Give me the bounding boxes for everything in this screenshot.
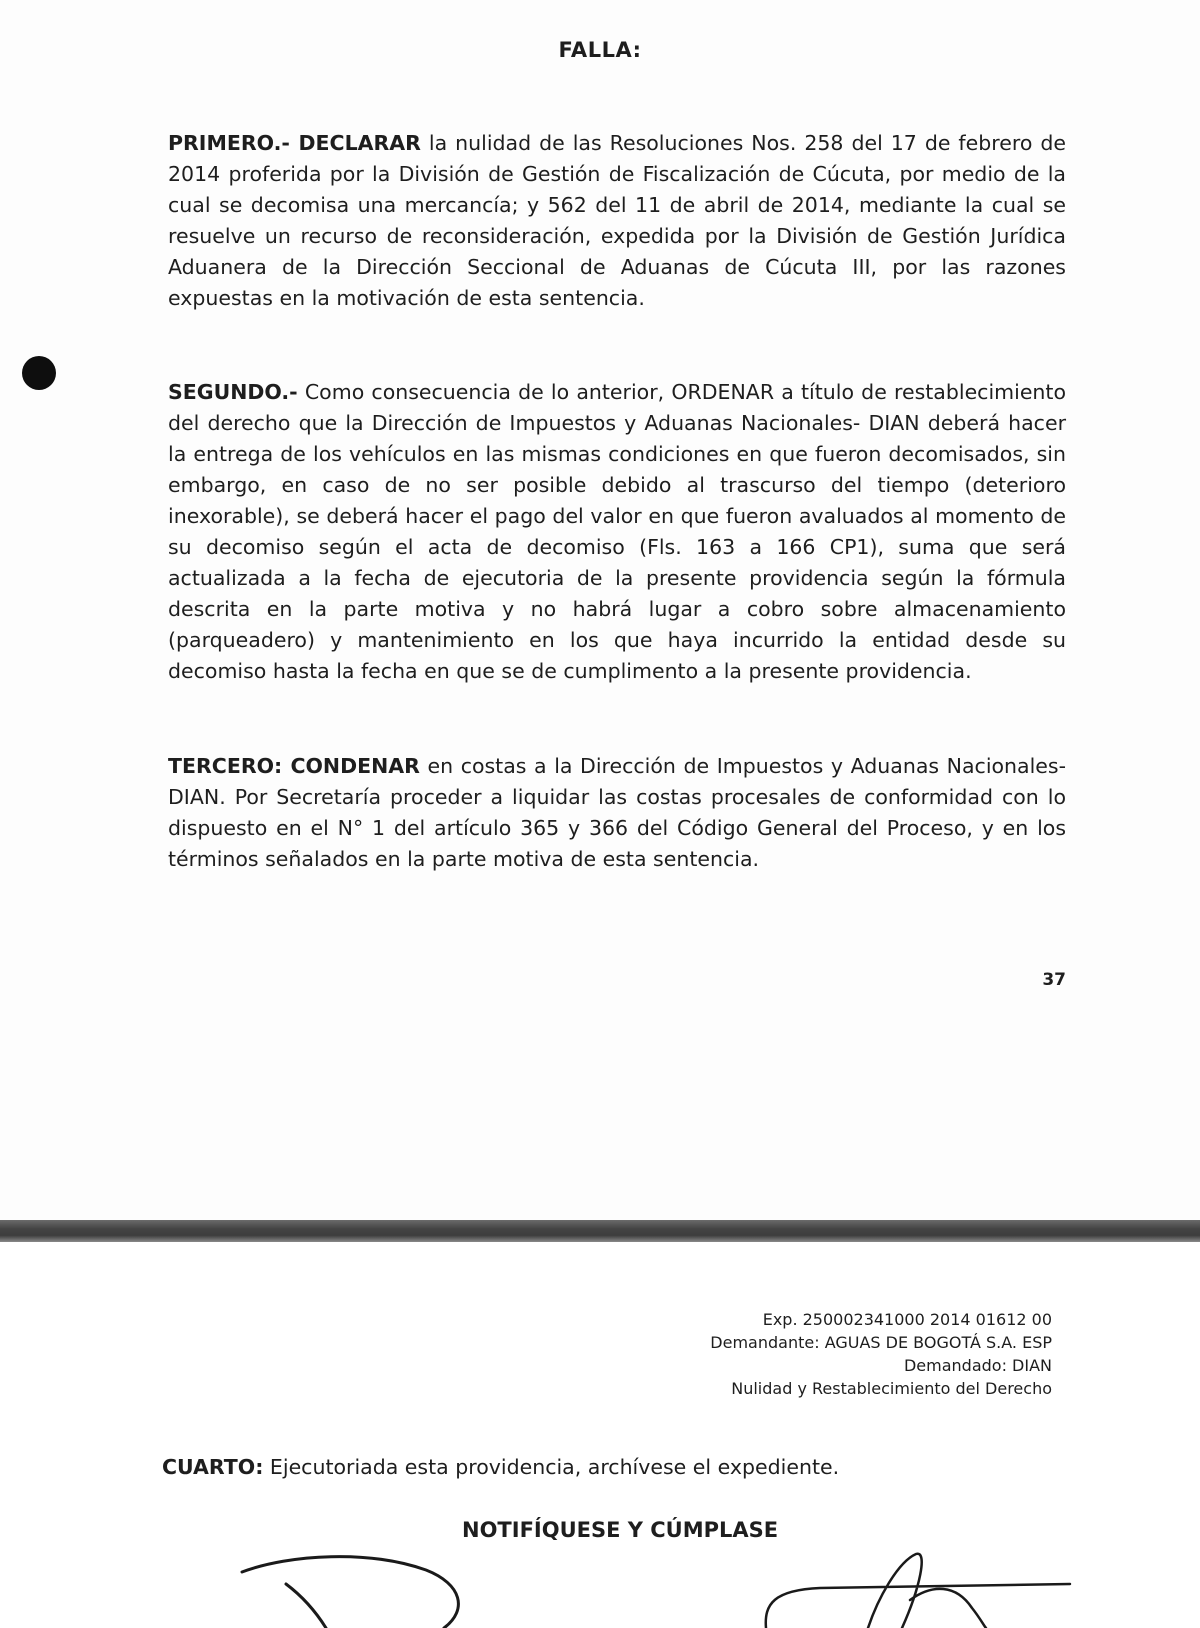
cuarto-text: Ejecutoriada esta providencia, archívese el expediente. bbox=[263, 1455, 840, 1479]
signature-right bbox=[760, 1548, 1080, 1628]
segundo-text: Como consecuencia de lo anterior, ORDENAR a título de restablecimiento del derecho que la Dirección de Impuestos y Aduanas Nacionales- DIAN deberá hacer la entrega de los vehículos en las mismas condiciones en que fueron decomisados, sin embargo, en caso de no ser posible debido al trascurso del tiempo (deterioro inexorable), se deberá hacer el pago del valor en que fueron avaluados al momento de su decomiso según el acta de decomiso (Fls. 163 a 166 CP1), suma que será actualizada a la fecha de ejecutoria de la presente providencia según la fórmula descrita en la parte motiva y no habrá lugar a cobro sobre almacenamiento (parqueadero) y mantenimiento en los que haya incurrido la entidad desde su decomiso hasta la fecha en que se de cumplimento a la presente providencia. bbox=[168, 380, 1066, 683]
case-header bbox=[600, 1308, 1052, 1400]
segundo-label: SEGUNDO.- bbox=[168, 380, 298, 404]
cuarto-paragraph bbox=[162, 1455, 839, 1479]
case-expediente: Exp. 250002341000 2014 01612 00 bbox=[762, 1310, 1052, 1329]
page-separator bbox=[0, 1220, 1200, 1242]
case-demandado: Demandado: DIAN bbox=[903, 1356, 1052, 1375]
primero-text: la nulidad de las Resoluciones Nos. 258 del 17 de febrero de 2014 proferida por la División de Gestión de Fiscalización de Cúcuta, por medio de la cual se decomisa una mercancía; y 562 del 11 de abril de 2014, mediante la cual se resuelve un recurso de reconsideración, expedida por la División de Gestión Jurídica Aduanera de la Dirección Seccional de Aduanas de Cúcuta III, por las razones expuestas en la motivación de esta sentencia. bbox=[168, 131, 1066, 310]
tercero-text: en costas a la Dirección de Impuestos y Aduanas Nacionales- DIAN. Por Secretaría proceder a liquidar las costas procesales de conformidad con lo dispuesto en el N° 1 del artículo 365 y 366 del Código General del Proceso, y en los términos señalados en la parte motiva de esta sentencia. bbox=[168, 754, 1066, 871]
page-number: 37 bbox=[1042, 970, 1066, 990]
case-medio: Nulidad y Restablecimiento del Derecho bbox=[731, 1379, 1052, 1398]
tercero-label: TERCERO: CONDENAR bbox=[168, 754, 420, 778]
segundo-paragraph bbox=[168, 377, 1066, 687]
cuarto-label: CUARTO: bbox=[162, 1455, 264, 1479]
case-demandante: Demandante: AGUAS DE BOGOTÁ S.A. ESP bbox=[710, 1333, 1052, 1352]
tercero-paragraph bbox=[168, 751, 1066, 875]
falla-heading: FALLA: bbox=[558, 38, 642, 62]
closing-formula: NOTIFÍQUESE Y CÚMPLASE bbox=[462, 1518, 779, 1542]
primero-label: PRIMERO.- DECLARAR bbox=[168, 131, 421, 155]
punch-hole-dot bbox=[22, 356, 56, 390]
signature-left bbox=[230, 1548, 490, 1628]
primero-paragraph bbox=[168, 128, 1066, 314]
